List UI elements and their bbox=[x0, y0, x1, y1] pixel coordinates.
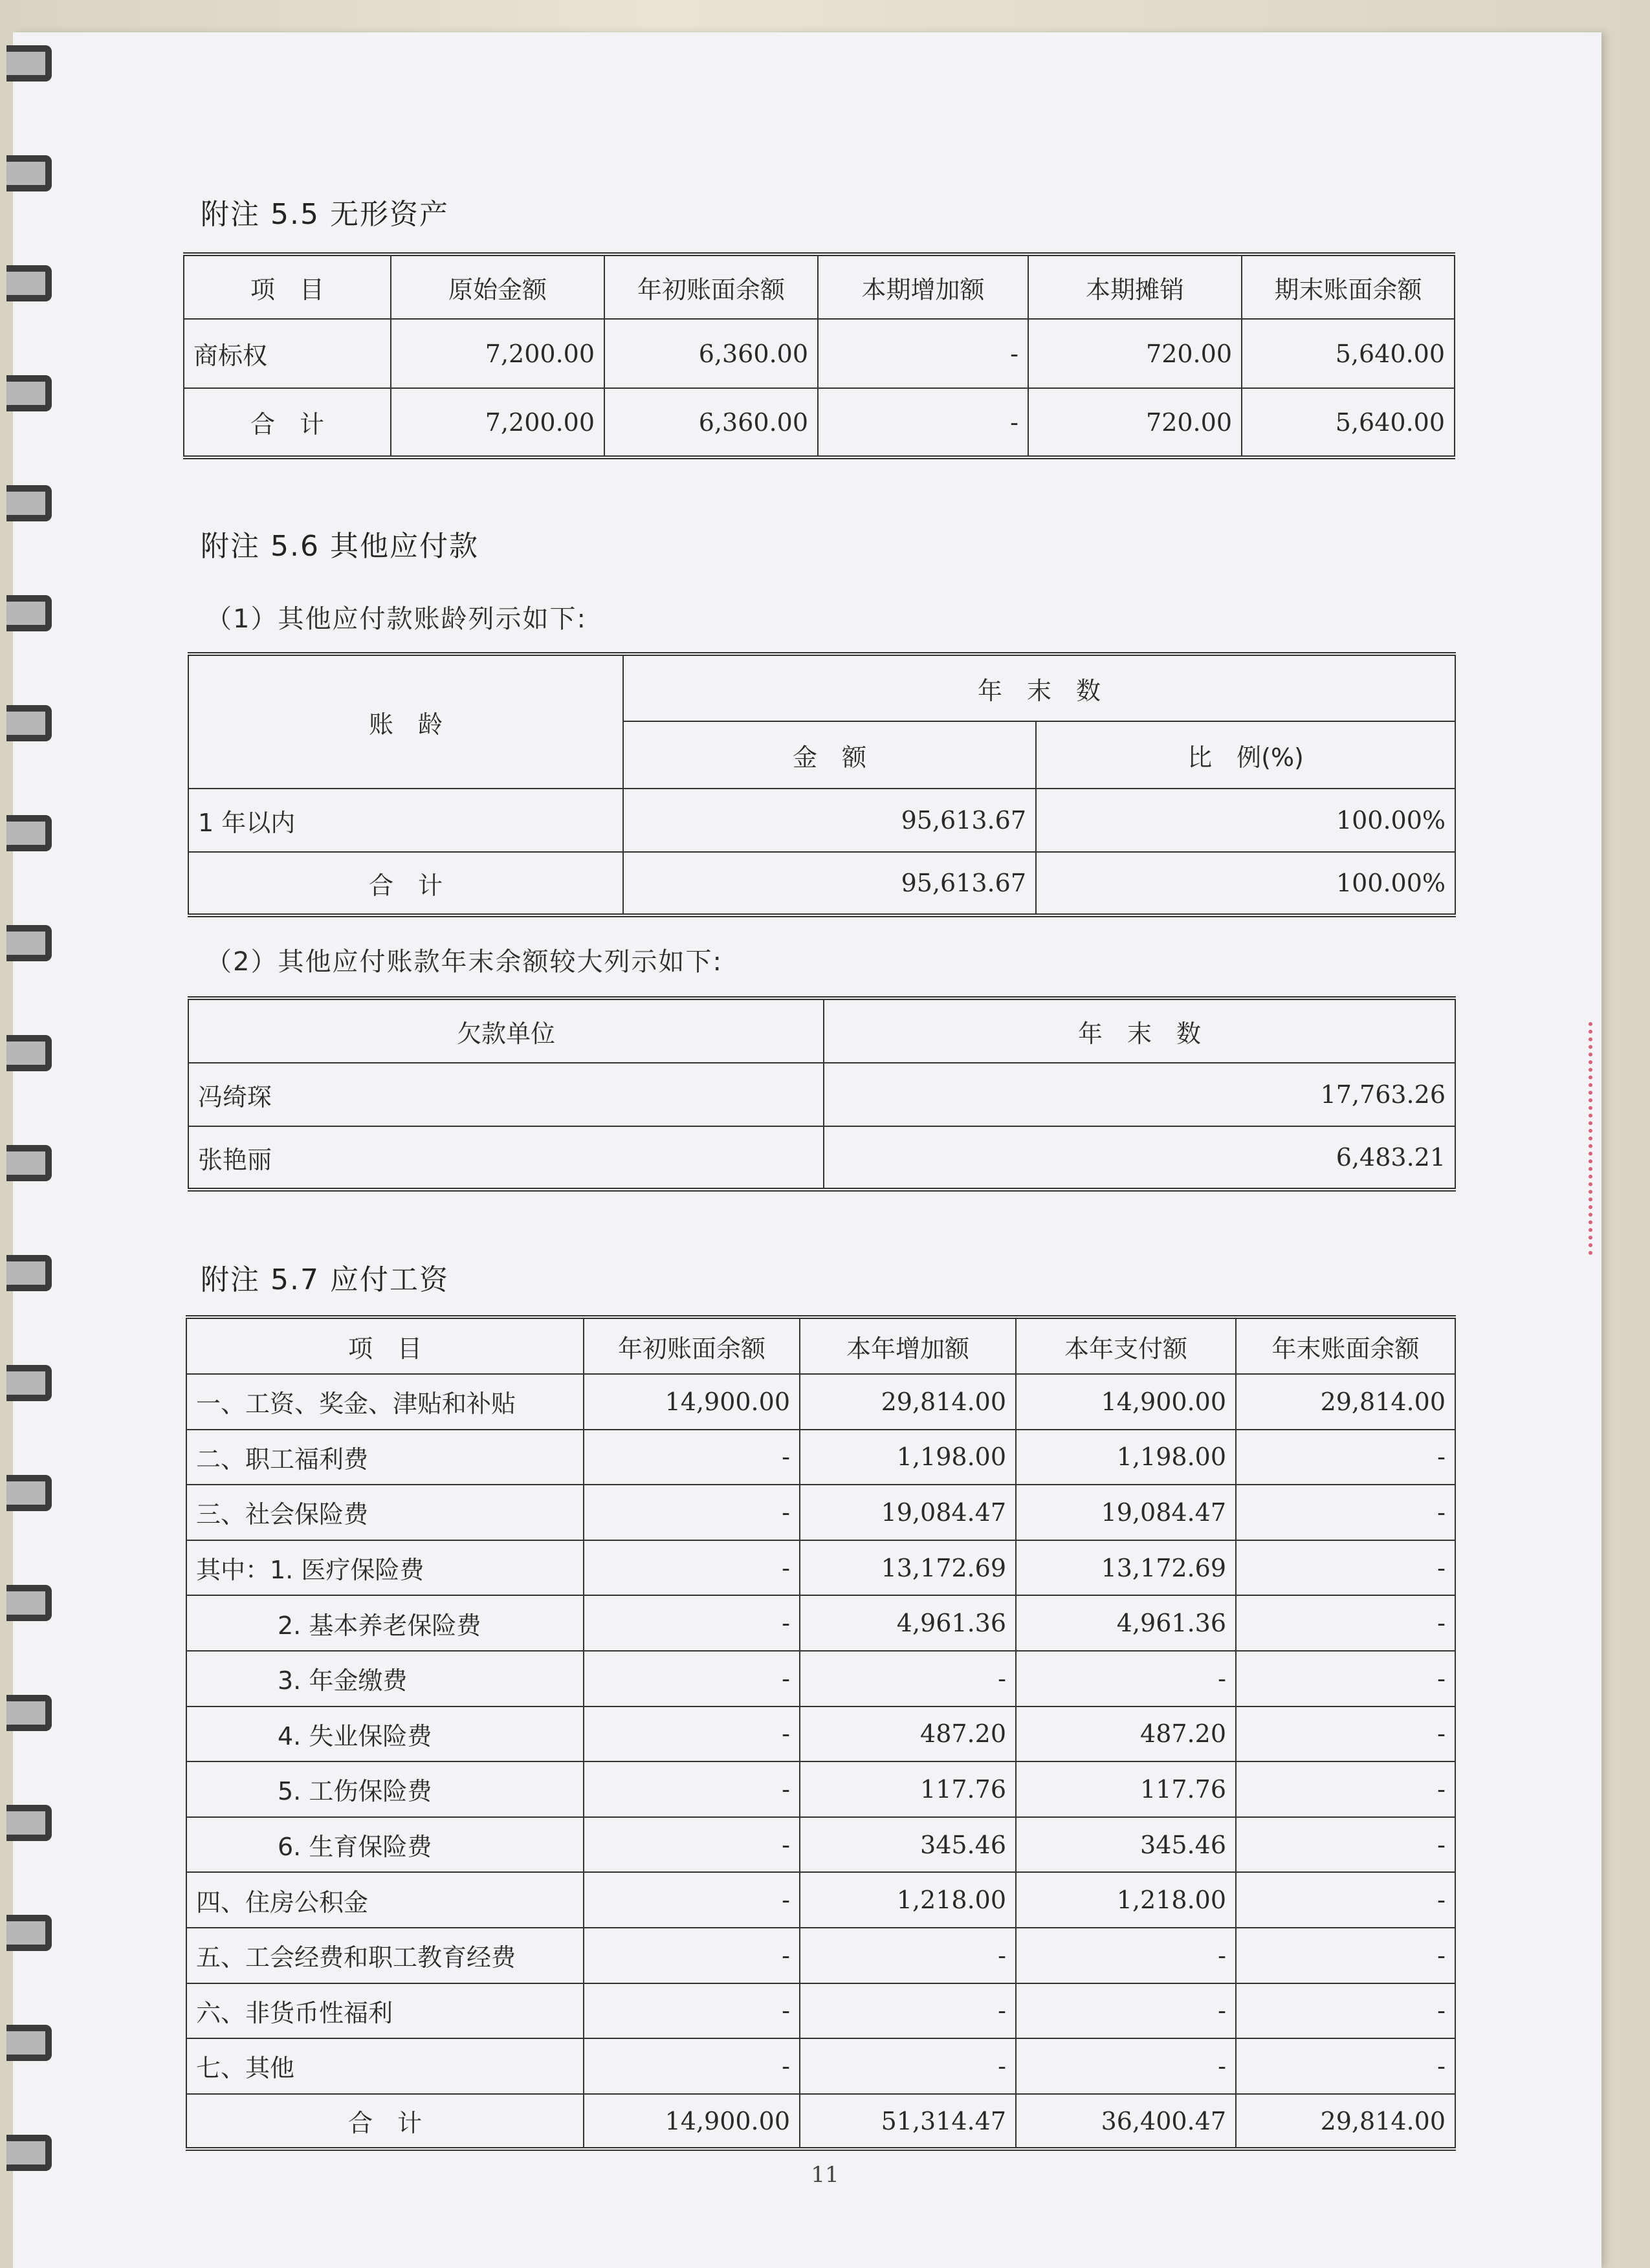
table-total-row bbox=[186, 2094, 1455, 2150]
cell-item: 一、工资、奖金、津贴和补贴 bbox=[186, 1374, 584, 1430]
table-row bbox=[186, 1928, 1455, 1983]
binding-ring bbox=[6, 1585, 52, 1621]
intangible-assets-table bbox=[183, 252, 1455, 459]
cell-value: 6,483.21 bbox=[824, 1126, 1455, 1190]
header-amortization: 本期摊销 bbox=[1028, 254, 1242, 319]
aging-table bbox=[188, 652, 1456, 917]
cell-value: - bbox=[584, 1928, 800, 1983]
header-increase: 本年增加额 bbox=[800, 1317, 1016, 1374]
cell-item: 合 计 bbox=[186, 2094, 584, 2150]
binding-ring bbox=[6, 1035, 52, 1071]
binding-ring bbox=[6, 925, 52, 961]
cell-value: 13,172.69 bbox=[800, 1540, 1016, 1596]
binding-ring bbox=[6, 595, 52, 631]
cell-value: - bbox=[584, 1761, 800, 1817]
cell-value: - bbox=[584, 1872, 800, 1928]
cell-item: 5. 工伤保险费 bbox=[186, 1761, 584, 1817]
table-row bbox=[186, 1540, 1455, 1596]
cell-value: 1,218.00 bbox=[800, 1872, 1016, 1928]
cell-value: 17,763.26 bbox=[824, 1063, 1455, 1126]
cell-value: - bbox=[584, 1540, 800, 1596]
cell-value: 7,200.00 bbox=[391, 319, 604, 388]
table-row bbox=[184, 319, 1455, 388]
cell-value: - bbox=[584, 1595, 800, 1651]
table-row bbox=[186, 1595, 1455, 1651]
binding-ring bbox=[6, 375, 52, 411]
cell-item: 二、职工福利费 bbox=[186, 1430, 584, 1485]
spiral-binding bbox=[0, 32, 58, 2268]
cell-value: 117.76 bbox=[800, 1761, 1016, 1817]
cell-value: 7,200.00 bbox=[391, 388, 604, 457]
header-debtor: 欠款单位 bbox=[188, 998, 824, 1063]
cell-value: - bbox=[800, 2038, 1016, 2094]
cell-value: 100.00% bbox=[1036, 852, 1455, 915]
binding-ring bbox=[6, 1475, 52, 1511]
cell-value: - bbox=[1236, 1430, 1455, 1485]
cell-value: 6,360.00 bbox=[604, 388, 818, 457]
table-header-row bbox=[188, 654, 1455, 721]
cell-value: 6,360.00 bbox=[604, 319, 818, 388]
cell-item: 五、工会经费和职工教育经费 bbox=[186, 1928, 584, 1983]
cell-value: 5,640.00 bbox=[1242, 388, 1455, 457]
table-header-row bbox=[186, 1317, 1455, 1374]
cell-value: - bbox=[1236, 1761, 1455, 1817]
cell-item: 6. 生育保险费 bbox=[186, 1817, 584, 1873]
cell-item: 冯绮琛 bbox=[188, 1063, 824, 1126]
table-row bbox=[188, 1063, 1455, 1126]
cell-value: 1,198.00 bbox=[1016, 1430, 1236, 1485]
cell-value: - bbox=[1016, 1983, 1236, 2039]
cell-value: - bbox=[1236, 1983, 1455, 2039]
cell-value: - bbox=[1016, 1928, 1236, 1983]
cell-value: 29,814.00 bbox=[800, 1374, 1016, 1430]
binding-ring bbox=[6, 265, 52, 301]
table-total-row bbox=[184, 388, 1455, 457]
cell-item: 2. 基本养老保险费 bbox=[186, 1595, 584, 1651]
binding-ring bbox=[6, 485, 52, 521]
cell-value: 19,084.47 bbox=[800, 1485, 1016, 1540]
cell-value: - bbox=[818, 319, 1028, 388]
page-number: 11 bbox=[811, 2162, 839, 2188]
cell-item: 4. 失业保险费 bbox=[186, 1706, 584, 1762]
binding-ring bbox=[6, 1145, 52, 1181]
cell-value: - bbox=[584, 1651, 800, 1706]
cell-item: 商标权 bbox=[184, 319, 391, 388]
large-balance-table bbox=[188, 996, 1456, 1192]
cell-value: - bbox=[584, 1430, 800, 1485]
cell-value: 487.20 bbox=[1016, 1706, 1236, 1762]
cell-value: - bbox=[1236, 1706, 1455, 1762]
table-row bbox=[186, 1761, 1455, 1817]
cell-value: - bbox=[584, 1817, 800, 1873]
cell-value: - bbox=[1236, 1540, 1455, 1596]
cell-value: 345.46 bbox=[1016, 1817, 1236, 1873]
header-year-end: 年 末 数 bbox=[824, 998, 1455, 1063]
cell-value: - bbox=[1016, 2038, 1236, 2094]
cell-value: 1,218.00 bbox=[1016, 1872, 1236, 1928]
header-opening-balance: 年初账面余额 bbox=[584, 1317, 800, 1374]
cell-value: 14,900.00 bbox=[1016, 1374, 1236, 1430]
cell-item: 3. 年金缴费 bbox=[186, 1651, 584, 1706]
header-aging: 账 龄 bbox=[188, 654, 623, 789]
cell-value: - bbox=[1236, 1595, 1455, 1651]
table-row bbox=[188, 1126, 1455, 1190]
cell-value: 95,613.67 bbox=[623, 789, 1036, 852]
cell-value: - bbox=[1236, 1651, 1455, 1706]
cell-value: 100.00% bbox=[1036, 789, 1455, 852]
header-amount: 金 额 bbox=[623, 721, 1036, 789]
table-row bbox=[186, 1374, 1455, 1430]
cell-value: 51,314.47 bbox=[800, 2094, 1016, 2150]
binding-ring bbox=[6, 2025, 52, 2061]
table-row bbox=[186, 1485, 1455, 1540]
header-closing-balance: 年末账面余额 bbox=[1236, 1317, 1455, 1374]
header-item: 项 目 bbox=[186, 1317, 584, 1374]
cell-item: 合 计 bbox=[188, 852, 623, 915]
cell-value: - bbox=[800, 1928, 1016, 1983]
cell-value: - bbox=[818, 388, 1028, 457]
table-row bbox=[186, 1817, 1455, 1873]
cell-item: 1 年以内 bbox=[188, 789, 623, 852]
cell-value: 720.00 bbox=[1028, 319, 1242, 388]
cell-value: 13,172.69 bbox=[1016, 1540, 1236, 1596]
cell-value: 29,814.00 bbox=[1236, 1374, 1455, 1430]
payroll-table bbox=[186, 1315, 1456, 2151]
binding-ring bbox=[6, 1695, 52, 1731]
table-row bbox=[186, 1983, 1455, 2039]
cell-value: - bbox=[800, 1983, 1016, 2039]
binding-ring bbox=[6, 45, 52, 82]
table-header-row bbox=[184, 254, 1455, 319]
cell-value: 117.76 bbox=[1016, 1761, 1236, 1817]
header-opening-balance: 年初账面余额 bbox=[604, 254, 818, 319]
cell-value: - bbox=[584, 1983, 800, 2039]
cell-value: - bbox=[584, 1706, 800, 1762]
cell-value: 29,814.00 bbox=[1236, 2094, 1455, 2150]
header-closing-balance: 期末账面余额 bbox=[1242, 254, 1455, 319]
cell-item: 四、住房公积金 bbox=[186, 1872, 584, 1928]
cell-value: - bbox=[1236, 1817, 1455, 1873]
cell-value: - bbox=[584, 1485, 800, 1540]
header-year-end: 年 末 数 bbox=[623, 654, 1455, 721]
cell-value: - bbox=[1236, 1928, 1455, 1983]
cell-value: - bbox=[1236, 2038, 1455, 2094]
cell-value: 1,198.00 bbox=[800, 1430, 1016, 1485]
section-5-5-title: 附注 5.5 无形资产 bbox=[201, 198, 449, 231]
binding-ring bbox=[6, 1915, 52, 1951]
section-5-6-title: 附注 5.6 其他应付款 bbox=[201, 530, 479, 563]
cell-value: - bbox=[800, 1651, 1016, 1706]
table-row bbox=[186, 1872, 1455, 1928]
binding-ring bbox=[6, 815, 52, 851]
table-row bbox=[186, 1430, 1455, 1485]
binding-ring bbox=[6, 1805, 52, 1841]
cell-value: 345.46 bbox=[800, 1817, 1016, 1873]
header-item: 项 目 bbox=[184, 254, 391, 319]
aging-subtitle: （1）其他应付款账龄列示如下: bbox=[206, 604, 587, 634]
section-5-7-title: 附注 5.7 应付工资 bbox=[201, 1263, 449, 1296]
header-increase: 本期增加额 bbox=[818, 254, 1028, 319]
cell-value: - bbox=[1236, 1872, 1455, 1928]
cell-value: 5,640.00 bbox=[1242, 319, 1455, 388]
table-row bbox=[186, 2038, 1455, 2094]
cell-value: 14,900.00 bbox=[584, 2094, 800, 2150]
header-ratio: 比 例(%) bbox=[1036, 721, 1455, 789]
cell-value: - bbox=[584, 2038, 800, 2094]
cell-value: 36,400.47 bbox=[1016, 2094, 1236, 2150]
cell-item: 七、其他 bbox=[186, 2038, 584, 2094]
binding-ring bbox=[6, 1255, 52, 1291]
table-header-row bbox=[188, 998, 1455, 1063]
cell-value: 95,613.67 bbox=[623, 852, 1036, 915]
cell-item: 三、社会保险费 bbox=[186, 1485, 584, 1540]
table-total-row bbox=[188, 852, 1455, 915]
binding-ring bbox=[6, 705, 52, 741]
cell-value: 487.20 bbox=[800, 1706, 1016, 1762]
table-row bbox=[186, 1651, 1455, 1706]
table-row bbox=[186, 1706, 1455, 1762]
binding-ring bbox=[6, 155, 52, 191]
cell-item: 六、非货币性福利 bbox=[186, 1983, 584, 2039]
cell-item: 其中：1. 医疗保险费 bbox=[186, 1540, 584, 1596]
seal-stamp-edge bbox=[1589, 1022, 1618, 1255]
cell-value: 720.00 bbox=[1028, 388, 1242, 457]
cell-value: - bbox=[1236, 1485, 1455, 1540]
cell-value: 4,961.36 bbox=[1016, 1595, 1236, 1651]
large-balance-subtitle: （2）其他应付账款年末余额较大列示如下: bbox=[206, 947, 723, 977]
cell-item: 合 计 bbox=[184, 388, 391, 457]
header-original-amount: 原始金额 bbox=[391, 254, 604, 319]
cell-value: - bbox=[1016, 1651, 1236, 1706]
cell-value: 19,084.47 bbox=[1016, 1485, 1236, 1540]
table-row bbox=[188, 789, 1455, 852]
cell-value: 4,961.36 bbox=[800, 1595, 1016, 1651]
cell-value: 14,900.00 bbox=[584, 1374, 800, 1430]
cell-item: 张艳丽 bbox=[188, 1126, 824, 1190]
binding-ring bbox=[6, 1365, 52, 1401]
header-paid: 本年支付额 bbox=[1016, 1317, 1236, 1374]
